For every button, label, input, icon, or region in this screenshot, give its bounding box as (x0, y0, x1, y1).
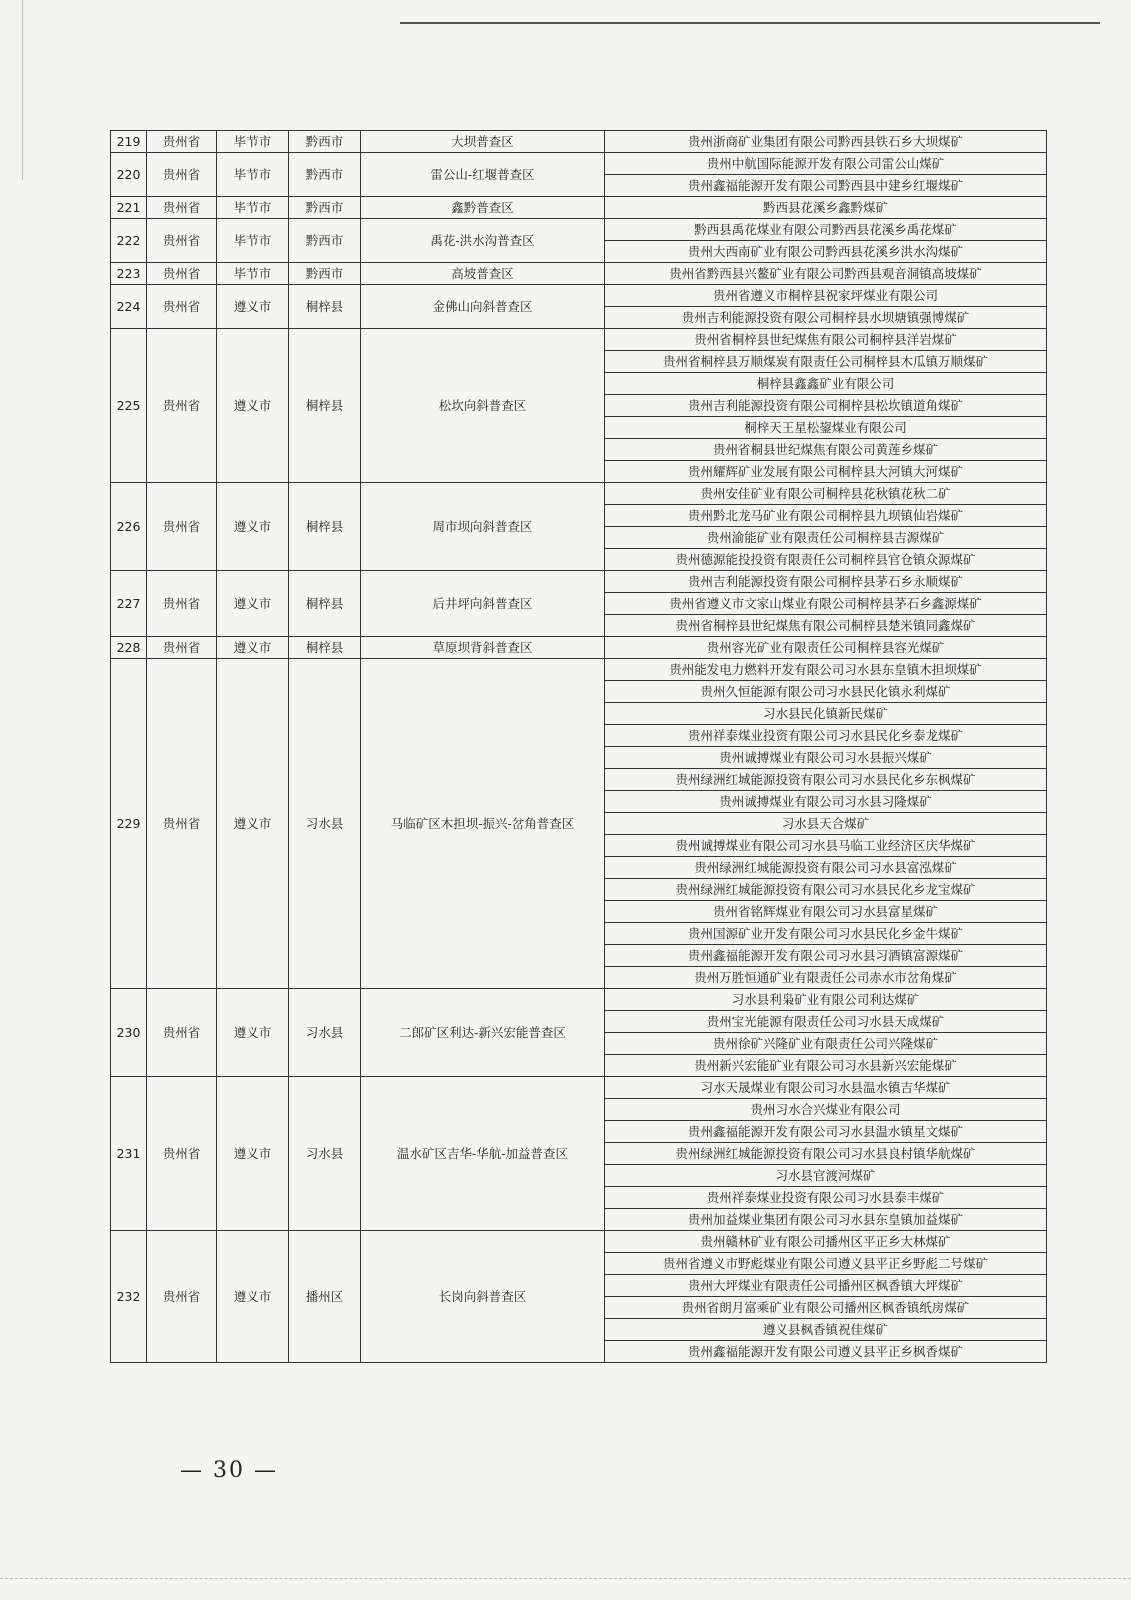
mine-name-cell: 贵州省朗月富乘矿业有限公司播州区枫香镇纸房煤矿 (605, 1297, 1047, 1319)
county-cell: 桐梓县 (289, 483, 361, 571)
survey-area-cell: 草原坝背斜普查区 (361, 637, 605, 659)
row-number-cell: 222 (111, 219, 147, 263)
city-cell: 遵义市 (217, 637, 289, 659)
row-number-cell: 220 (111, 153, 147, 197)
top-rule (400, 22, 1100, 24)
row-number-cell: 225 (111, 329, 147, 483)
mine-name-cell: 贵州鑫福能源开发有限公司黔西县中建乡红堰煤矿 (605, 175, 1047, 197)
row-number-cell: 219 (111, 131, 147, 153)
table-body (111, 131, 1047, 1363)
mine-name-cell: 贵州吉利能源投资有限公司桐梓县茅石乡永顺煤矿 (605, 571, 1047, 593)
mine-name-cell: 贵州鑫福能源开发有限公司习水县习酒镇富源煤矿 (605, 945, 1047, 967)
mine-name-cell: 贵州绿洲红城能源投资有限公司习水县良村镇华航煤矿 (605, 1143, 1047, 1165)
county-cell: 黔西市 (289, 197, 361, 219)
mine-name-cell: 贵州吉利能源投资有限公司桐梓县松坎镇道角煤矿 (605, 395, 1047, 417)
mine-name-cell: 贵州黔北龙马矿业有限公司桐梓县九坝镇仙岩煤矿 (605, 505, 1047, 527)
province-cell: 贵州省 (147, 1077, 217, 1231)
mine-name-cell: 贵州德源能投投资有限责任公司桐梓县官仓镇众源煤矿 (605, 549, 1047, 571)
survey-area-cell: 金佛山向斜普查区 (361, 285, 605, 329)
city-cell: 毕节市 (217, 153, 289, 197)
mine-name-cell: 贵州万胜恒通矿业有限责任公司赤水市岔角煤矿 (605, 967, 1047, 989)
coal-mine-table (110, 130, 1047, 1363)
survey-area-cell: 周市坝向斜普查区 (361, 483, 605, 571)
table-row (111, 1231, 1047, 1253)
mine-name-cell: 贵州鑫福能源开发有限公司遵义县平正乡枫香煤矿 (605, 1341, 1047, 1363)
mine-name-cell: 贵州省遵义市野彪煤业有限公司遵义县平正乡野彪二号煤矿 (605, 1253, 1047, 1275)
mine-name-cell: 桐梓县鑫鑫矿业有限公司 (605, 373, 1047, 395)
mine-name-cell: 贵州徐矿兴隆矿业有限责任公司兴隆煤矿 (605, 1033, 1047, 1055)
county-cell: 桐梓县 (289, 329, 361, 483)
survey-area-cell: 高坡普查区 (361, 263, 605, 285)
county-cell: 桐梓县 (289, 571, 361, 637)
table-row (111, 153, 1047, 175)
province-cell: 贵州省 (147, 483, 217, 571)
county-cell: 习水县 (289, 1077, 361, 1231)
mine-name-cell: 桐梓天王星松鋆煤业有限公司 (605, 417, 1047, 439)
mine-name-cell: 贵州诚搏煤业有限公司习水县习隆煤矿 (605, 791, 1047, 813)
province-cell: 贵州省 (147, 989, 217, 1077)
row-number-cell: 226 (111, 483, 147, 571)
mine-name-cell: 贵州省铭辉煤业有限公司习水县富星煤矿 (605, 901, 1047, 923)
city-cell: 遵义市 (217, 571, 289, 637)
table-row (111, 571, 1047, 593)
mine-name-cell: 贵州宝光能源有限责任公司习水县天成煤矿 (605, 1011, 1047, 1033)
survey-area-cell: 鑫黔普查区 (361, 197, 605, 219)
survey-area-cell: 温水矿区吉华-华航-加益普查区 (361, 1077, 605, 1231)
table-row (111, 483, 1047, 505)
county-cell: 桐梓县 (289, 285, 361, 329)
row-number-cell: 223 (111, 263, 147, 285)
mine-name-cell: 贵州诚搏煤业有限公司习水县马临工业经济区庆华煤矿 (605, 835, 1047, 857)
mine-name-cell: 贵州省桐县世纪煤焦有限公司黄莲乡煤矿 (605, 439, 1047, 461)
province-cell: 贵州省 (147, 197, 217, 219)
county-cell: 黔西市 (289, 219, 361, 263)
mine-name-cell: 贵州吉利能源投资有限公司桐梓县水坝塘镇强博煤矿 (605, 307, 1047, 329)
mine-name-cell: 贵州省遵义市文家山煤业有限公司桐梓县茅石乡鑫源煤矿 (605, 593, 1047, 615)
mine-name-cell: 贵州渝能矿业有限责任公司桐梓县吉源煤矿 (605, 527, 1047, 549)
county-cell: 播州区 (289, 1231, 361, 1363)
city-cell: 遵义市 (217, 1077, 289, 1231)
mine-name-cell: 贵州新兴宏能矿业有限公司习水县新兴宏能煤矿 (605, 1055, 1047, 1077)
mine-name-cell: 习水县官渡河煤矿 (605, 1165, 1047, 1187)
table-row (111, 989, 1047, 1011)
table-row (111, 131, 1047, 153)
city-cell: 毕节市 (217, 131, 289, 153)
mine-name-cell: 遵义县枫香镇祝佳煤矿 (605, 1319, 1047, 1341)
mine-name-cell: 贵州国源矿业开发有限公司习水县民化乡金牛煤矿 (605, 923, 1047, 945)
mine-name-cell: 习水天晟煤业有限公司习水县温水镇吉华煤矿 (605, 1077, 1047, 1099)
table-row (111, 263, 1047, 285)
mine-name-cell: 习水县民化镇新民煤矿 (605, 703, 1047, 725)
mine-name-cell: 贵州安佳矿业有限公司桐梓县花秋镇花秋二矿 (605, 483, 1047, 505)
city-cell: 遵义市 (217, 483, 289, 571)
county-cell: 黔西市 (289, 263, 361, 285)
row-number-cell: 221 (111, 197, 147, 219)
row-number-cell: 230 (111, 989, 147, 1077)
county-cell: 黔西市 (289, 131, 361, 153)
table-row (111, 219, 1047, 241)
scan-bottom-edge (0, 1578, 1131, 1579)
province-cell: 贵州省 (147, 131, 217, 153)
mine-name-cell: 贵州浙商矿业集团有限公司黔西县铁石乡大坝煤矿 (605, 131, 1047, 153)
province-cell: 贵州省 (147, 659, 217, 989)
province-cell: 贵州省 (147, 1231, 217, 1363)
city-cell: 遵义市 (217, 989, 289, 1077)
row-number-cell: 232 (111, 1231, 147, 1363)
county-cell: 桐梓县 (289, 637, 361, 659)
mine-name-cell: 贵州祥泰煤业投资有限公司习水县民化乡泰龙煤矿 (605, 725, 1047, 747)
row-number-cell: 228 (111, 637, 147, 659)
table-row (111, 659, 1047, 681)
mine-name-cell: 贵州大西南矿业有限公司黔西县花溪乡洪水沟煤矿 (605, 241, 1047, 263)
mine-name-cell: 习水县利枭矿业有限公司利达煤矿 (605, 989, 1047, 1011)
city-cell: 毕节市 (217, 219, 289, 263)
row-number-cell: 227 (111, 571, 147, 637)
survey-area-cell: 松坎向斜普查区 (361, 329, 605, 483)
province-cell: 贵州省 (147, 153, 217, 197)
mine-name-cell: 贵州赣林矿业有限公司播州区平正乡大林煤矿 (605, 1231, 1047, 1253)
table-row (111, 1077, 1047, 1099)
county-cell: 黔西市 (289, 153, 361, 197)
mine-name-cell: 贵州中航国际能源开发有限公司雷公山煤矿 (605, 153, 1047, 175)
mine-name-cell: 贵州加益煤业集团有限公司习水县东皇镇加益煤矿 (605, 1209, 1047, 1231)
province-cell: 贵州省 (147, 637, 217, 659)
mine-name-cell: 黔西县禹花煤业有限公司黔西县花溪乡禹花煤矿 (605, 219, 1047, 241)
table-row (111, 197, 1047, 219)
mine-name-cell: 贵州绿洲红城能源投资有限公司习水县民化乡龙宝煤矿 (605, 879, 1047, 901)
county-cell: 习水县 (289, 659, 361, 989)
mine-name-cell: 贵州祥泰煤业投资有限公司习水县泰丰煤矿 (605, 1187, 1047, 1209)
mine-name-cell: 贵州省桐梓县世纪煤焦有限公司桐梓县洋岩煤矿 (605, 329, 1047, 351)
city-cell: 遵义市 (217, 329, 289, 483)
survey-area-cell: 二郎矿区利达-新兴宏能普查区 (361, 989, 605, 1077)
mine-name-cell: 贵州省桐梓县万顺煤炭有限责任公司桐梓县木瓜镇万顺煤矿 (605, 351, 1047, 373)
mine-name-cell: 贵州耀辉矿业发展有限公司桐梓县大河镇大河煤矿 (605, 461, 1047, 483)
survey-area-cell: 马临矿区木担坝-振兴-岔角普查区 (361, 659, 605, 989)
mine-name-cell: 习水县天合煤矿 (605, 813, 1047, 835)
city-cell: 毕节市 (217, 263, 289, 285)
city-cell: 遵义市 (217, 1231, 289, 1363)
mine-name-cell: 贵州省桐梓县世纪煤焦有限公司桐梓县楚米镇同鑫煤矿 (605, 615, 1047, 637)
mine-name-cell: 贵州诚搏煤业有限公司习水县振兴煤矿 (605, 747, 1047, 769)
province-cell: 贵州省 (147, 219, 217, 263)
survey-area-cell: 长岗向斜普查区 (361, 1231, 605, 1363)
mine-name-cell: 贵州久恒能源有限公司习水县民化镇永利煤矿 (605, 681, 1047, 703)
row-number-cell: 224 (111, 285, 147, 329)
table-row (111, 329, 1047, 351)
mine-name-cell: 贵州大坪煤业有限责任公司播州区枫香镇大坪煤矿 (605, 1275, 1047, 1297)
county-cell: 习水县 (289, 989, 361, 1077)
mine-name-cell: 贵州能发电力燃料开发有限公司习水县东皇镇木担坝煤矿 (605, 659, 1047, 681)
scan-edge-line (22, 0, 23, 180)
mine-name-cell: 贵州鑫福能源开发有限公司习水县温水镇星文煤矿 (605, 1121, 1047, 1143)
table-row (111, 637, 1047, 659)
city-cell: 遵义市 (217, 659, 289, 989)
city-cell: 毕节市 (217, 197, 289, 219)
city-cell: 遵义市 (217, 285, 289, 329)
survey-area-cell: 大坝普查区 (361, 131, 605, 153)
survey-area-cell: 后井坪向斜普查区 (361, 571, 605, 637)
province-cell: 贵州省 (147, 571, 217, 637)
survey-area-cell: 禹花-洪水沟普查区 (361, 219, 605, 263)
province-cell: 贵州省 (147, 329, 217, 483)
province-cell: 贵州省 (147, 285, 217, 329)
mine-name-cell: 黔西县花溪乡鑫黔煤矿 (605, 197, 1047, 219)
mine-name-cell: 贵州绿洲红城能源投资有限公司习水县民化乡东枫煤矿 (605, 769, 1047, 791)
page-number: — 30 — (180, 1458, 278, 1483)
mine-name-cell: 贵州省黔西县兴鳌矿业有限公司黔西县观音洞镇高坡煤矿 (605, 263, 1047, 285)
mine-name-cell: 贵州习水合兴煤业有限公司 (605, 1099, 1047, 1121)
survey-area-cell: 雷公山-红堰普查区 (361, 153, 605, 197)
mine-name-cell: 贵州绿洲红城能源投资有限公司习水县富泓煤矿 (605, 857, 1047, 879)
row-number-cell: 229 (111, 659, 147, 989)
province-cell: 贵州省 (147, 263, 217, 285)
row-number-cell: 231 (111, 1077, 147, 1231)
mine-name-cell: 贵州省遵义市桐梓县祝家坪煤业有限公司 (605, 285, 1047, 307)
table-row (111, 285, 1047, 307)
mine-name-cell: 贵州容光矿业有限责任公司桐梓县容光煤矿 (605, 637, 1047, 659)
